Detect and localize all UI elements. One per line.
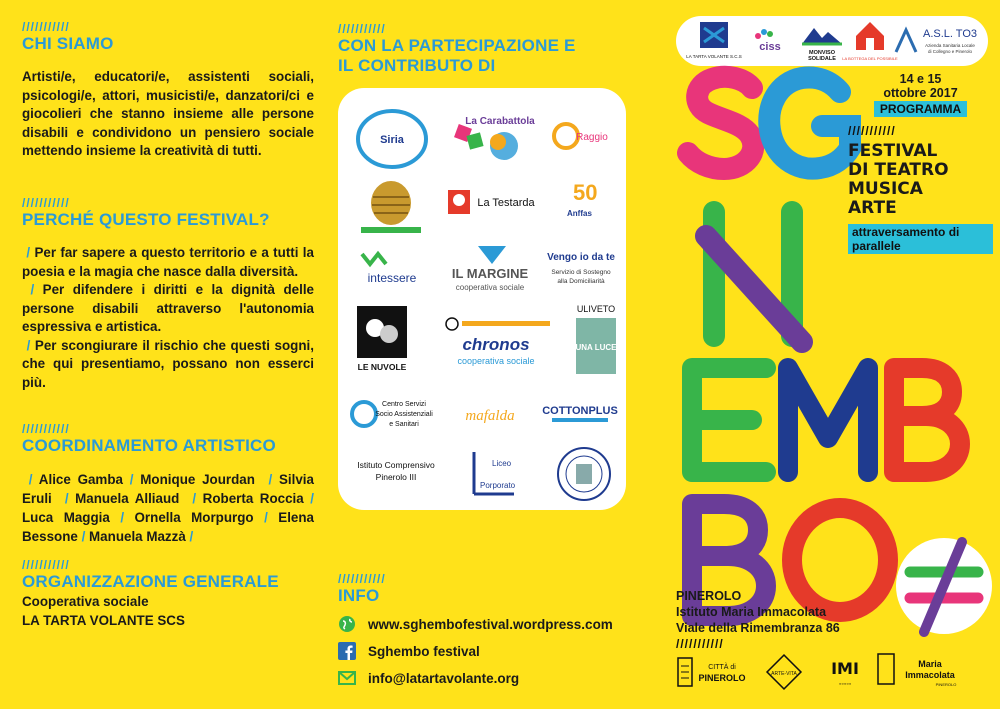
monviso-solidale-logo (796, 20, 848, 62)
svg-text:cooperativa sociale: cooperativa sociale (457, 356, 535, 366)
organizzazione-line1: Cooperativa sociale (22, 594, 149, 609)
svg-text:COTTONPLUS: COTTONPLUS (542, 405, 618, 417)
svg-text:LE NUVOLE: LE NUVOLE (357, 362, 407, 372)
svg-text:IL MARGINE: IL MARGINE (451, 266, 529, 281)
intessere-logo (352, 246, 432, 290)
svg-text:Immacolata: Immacolata (905, 670, 955, 680)
bottega-possibile-logo (842, 18, 898, 64)
email-link[interactable]: info@latartavolante.org (368, 670, 520, 686)
carabattola-logo (442, 106, 538, 166)
organizzazione-heading: ORGANIZZAZIONE GENERALE (22, 572, 279, 591)
svg-text:Istituto Comprensivo: Istituto Comprensivo (357, 460, 435, 470)
anffas-logo (552, 172, 618, 234)
perche-item: / Per scongiurare il rischio che questi sogni, che qui presentiamo, possano non esserci più. (22, 337, 314, 390)
chronos-logo (438, 314, 558, 372)
istituto-comprensivo-logo (350, 454, 442, 494)
svg-text:La Testarda: La Testarda (477, 197, 535, 209)
slash-divider: /////////// (22, 20, 70, 34)
svg-text:Socio Assistenziali: Socio Assistenziali (375, 411, 433, 418)
attraversamento-badge: attraversamento di parallele (848, 224, 993, 254)
cottonplus-logo (542, 396, 622, 432)
svg-text:CITTÀ di: CITTÀ di (708, 664, 736, 671)
svg-text:UNA LUCE: UNA LUCE (575, 343, 617, 352)
section-perche (22, 196, 314, 392)
section-organizzazione (22, 558, 314, 630)
svg-text:Maria: Maria (918, 659, 942, 669)
svg-text:La Carabattola: La Carabattola (465, 116, 535, 127)
svg-text:Pinerolo III: Pinerolo III (375, 472, 417, 482)
chi-siamo-text: Artisti/e, educatori/e, assistenti sociali, psicologi/e, attori, musicisti/e, danzatori/ci e giocolieri che stanno insieme alle persone disabili e condividono un pensiero sociale mettendo insieme la creatività di tutti. (22, 69, 314, 158)
coordinamento-names: / Alice Gamba / Monique Jourdan / Silvia Eruli / Manuela Alliaud / Roberta Roccia / Luca Maggia / Ornella Morpurgo / Elena Bessone / Manuela Mazzà / (22, 472, 314, 544)
sponsor-logos-box (338, 88, 626, 510)
info-heading: INFO (338, 586, 380, 605)
svg-text:Siria: Siria (380, 134, 404, 146)
svg-text:50: 50 (573, 180, 598, 205)
centro-servizi-logo (350, 392, 440, 436)
slash-divider: /////////// (848, 124, 896, 138)
website-link[interactable]: www.sghembofestival.wordpress.com (368, 616, 613, 632)
svg-text:chronos: chronos (462, 335, 530, 354)
ciss-logo (748, 22, 788, 60)
perche-item: / Per far sapere a questo territorio e a tutti la poesia e la magia che nasce dalla diversità. (22, 245, 314, 279)
imi-logo (820, 652, 870, 692)
svg-text:mafalda: mafalda (465, 408, 515, 424)
siria-logo (352, 106, 432, 172)
mail-icon (338, 669, 356, 687)
svg-text:PINEROLO: PINEROLO (698, 673, 746, 683)
slash-divider: /////////// (22, 196, 70, 210)
svg-text:di Collegno e Pinerolo: di Collegno e Pinerolo (927, 49, 973, 54)
email-row (338, 669, 638, 687)
asl-to3-logo (892, 22, 984, 62)
perche-item: / Per difendere i diritti e la dignità delle persone disabili attraverso l'autonomia espressiva e artistica. (22, 282, 314, 334)
svg-text:PINEROLO: PINEROLO (935, 682, 957, 687)
maria-immacolata-logo (876, 650, 968, 694)
il-margine-logo (442, 240, 538, 296)
maria-curie-logo (554, 444, 614, 504)
facebook-row (338, 642, 638, 660)
date-line2: ottobre 2017 (883, 86, 958, 100)
svg-text:Anffas: Anffas (567, 209, 592, 218)
svg-text:intessere: intessere (367, 271, 417, 285)
svg-text:IMI: IMI (831, 659, 859, 678)
tarta-volante-logo (686, 20, 742, 62)
slash-divider: /////////// (338, 572, 386, 586)
programma-badge: PROGRAMMA (874, 101, 967, 117)
sponsors-header (338, 22, 638, 76)
perche-heading: PERCHÉ QUESTO FESTIVAL? (22, 210, 270, 229)
uliveto-logo (568, 300, 624, 380)
partner-logos-bar (676, 16, 988, 66)
svg-text:LA BOTTEGA DEL POSSIBILE: LA BOTTEGA DEL POSSIBILE (842, 56, 898, 61)
hive-logo (348, 176, 434, 238)
sponsors-heading-line1: CON LA PARTECIPAZIONE E (338, 36, 576, 55)
sponsors-heading-line2: IL CONTRIBUTO DI (338, 56, 496, 75)
section-coordinamento (22, 422, 314, 546)
svg-text:ULIVETO: ULIVETO (576, 304, 616, 314)
svg-text:Centro Servizi: Centro Servizi (382, 401, 426, 408)
svg-text:Liceo: Liceo (492, 459, 512, 468)
le-nuvole-logo (352, 304, 412, 376)
info-section (338, 572, 638, 687)
date-line1: 14 e 15 (899, 72, 942, 86)
globe-icon (338, 615, 356, 633)
svg-text:Azienda Sanitaria Locale: Azienda Sanitaria Locale (925, 43, 975, 48)
svg-text:ciss: ciss (759, 41, 781, 53)
venue-info (676, 588, 876, 652)
festival-info (848, 72, 993, 255)
bottom-logos-bar (676, 648, 996, 694)
svg-text:cooperativa sociale: cooperativa sociale (455, 283, 525, 292)
slash-divider: /////////// (338, 22, 386, 36)
slash-divider: /////////// (22, 422, 70, 436)
slash-divider: /////////// (676, 637, 724, 651)
venue-city: PINEROLO (676, 589, 742, 603)
citta-pinerolo-logo (676, 652, 754, 692)
coordinamento-heading: COORDINAMENTO ARTISTICO (22, 436, 276, 455)
venue-address: Viale della Rimembranza 86 (676, 621, 840, 635)
la-testarda-logo (444, 186, 544, 220)
website-row (338, 615, 638, 633)
svg-text:◦◦◦◦◦: ◦◦◦◦◦ (838, 681, 852, 688)
svg-text:LA TARTA VOLANTE S.C.S: LA TARTA VOLANTE S.C.S (686, 54, 742, 59)
svg-text:Porporato: Porporato (480, 481, 516, 490)
slash-divider: /////////// (22, 558, 70, 572)
arte-vita-logo (764, 652, 804, 692)
facebook-icon (338, 642, 356, 660)
svg-text:A.S.L. TO3: A.S.L. TO3 (922, 28, 978, 40)
facebook-link[interactable]: Sghembo festival (368, 643, 480, 659)
svg-text:MONVISO: MONVISO (809, 50, 835, 56)
perche-list (22, 244, 314, 392)
svg-text:SOLIDALE: SOLIDALE (808, 56, 836, 62)
venue-institute: Istituto Maria Immacolata (676, 605, 827, 619)
svg-text:Servizio di Sostegno: Servizio di Sostegno (551, 269, 611, 276)
raggio-logo (550, 110, 616, 160)
mafalda-logo (450, 398, 530, 430)
festival-title: FESTIVAL DI TEATRO MUSICA ARTE (848, 141, 949, 218)
liceo-porporato-logo (462, 448, 522, 498)
svg-text:Raggio: Raggio (576, 132, 608, 143)
vengo-io-logo (538, 244, 624, 292)
svg-text:ARTE-VITA: ARTE-VITA (771, 671, 797, 677)
organizzazione-line2: LA TARTA VOLANTE SCS (22, 612, 185, 628)
svg-text:e Sanitari: e Sanitari (389, 421, 419, 428)
chi-siamo-heading: CHI SIAMO (22, 34, 114, 53)
section-chi-siamo (22, 20, 314, 161)
svg-text:alla Domiciliarità: alla Domiciliarità (557, 278, 605, 285)
svg-text:Vengo io da te: Vengo io da te (547, 252, 615, 263)
